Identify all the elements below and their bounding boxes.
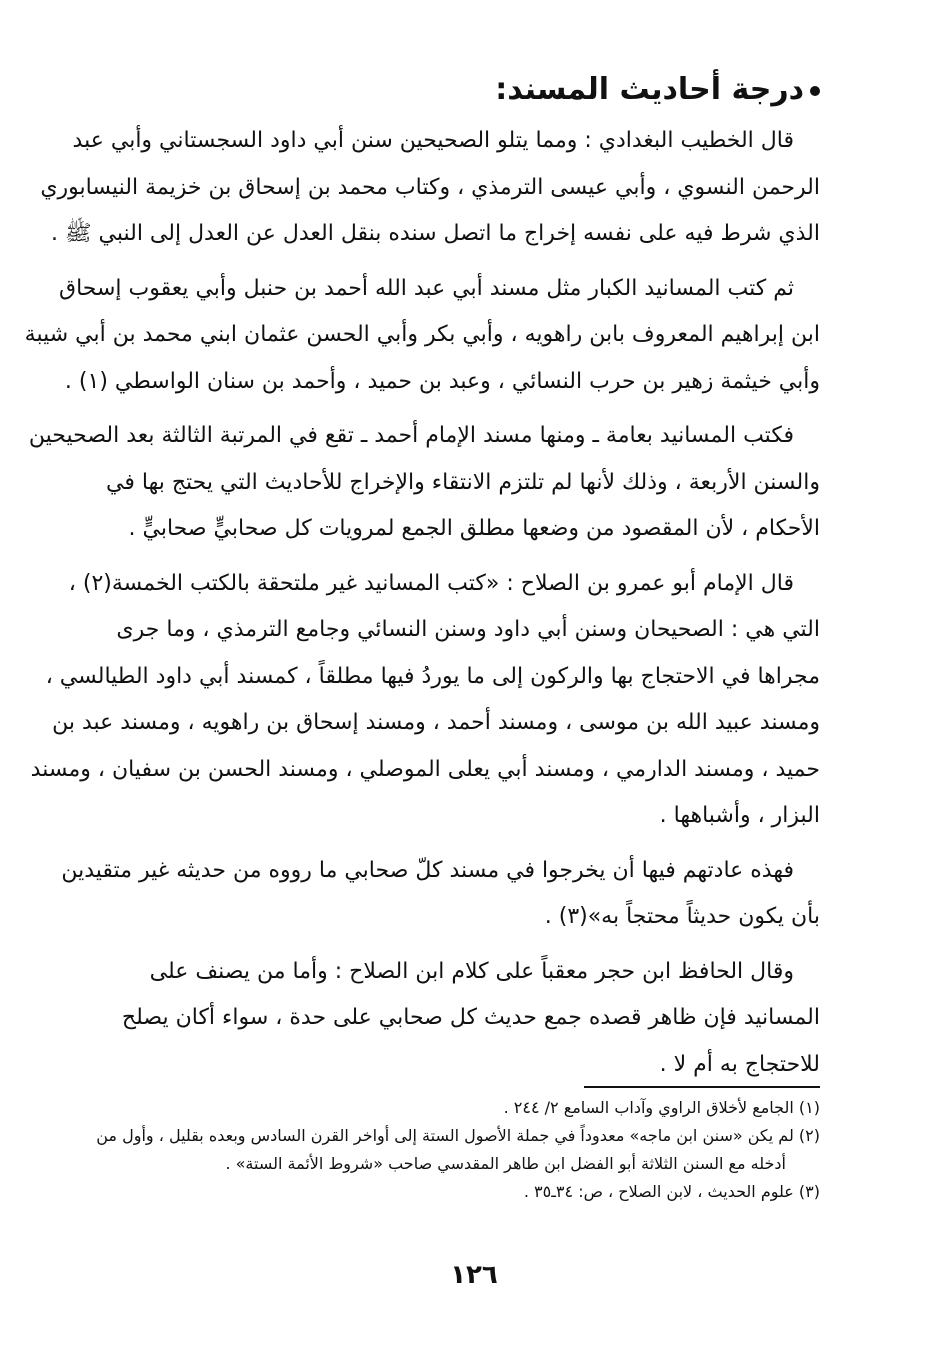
paragraph: [61, 848, 820, 941]
text-line: ثم كتب المسانيد الكبار مثل مسند أبي عبد الله أحمد بن حنبل وأبي يعقوب إسحاق: [59, 275, 794, 301]
text-line: البزار ، وأشباهها .: [659, 803, 820, 828]
footnotes: [80, 1094, 820, 1206]
paragraph: [40, 118, 820, 258]
body-text: [24, 118, 820, 1096]
text-line: وأبي خيثمة زهير بن حرب النسائي ، وعبد بن حميد ، وأحمد بن سنان الواسطي (١) .: [64, 368, 820, 394]
footnote-line: (١) الجامع لأخلاق الراوي وآداب السامع ٢/ ٢٤٤ .: [503, 1098, 820, 1117]
page-number: ١٢٦: [450, 1260, 498, 1290]
footnote-line: أدخله مع السنن الثلاثة أبو الفضل ابن طاهر المقدسي صاحب «شروط الأئمة الستة» .: [225, 1154, 786, 1173]
paragraph: [28, 413, 820, 553]
text-line: ومسند عبيد الله بن موسى ، ومسند أحمد ، ومسند إسحاق بن راهويه ، ومسند عبد بن: [52, 710, 820, 735]
paragraph: [80, 949, 820, 1089]
text-line: المسانيد فإن ظاهر قصده جمع حديث كل صحابي على حدة ، سواء أكان يصلح: [121, 1005, 820, 1030]
footnote-line: (٣) علوم الحديث ، لابن الصلاح ، ص: ٣٤ـ٣٥ .: [523, 1182, 820, 1201]
text-line: قال الإمام أبو عمرو بن الصلاح : «كتب المسانيد غير ملتحقة بالكتب الخمسة(٢) ،: [68, 570, 794, 596]
footnote-line: (٢) لم يكن «سنن ابن ماجه» معدوداً في جملة الأصول الستة إلى أواخر القرن السادس وبعده بقليل ، وأول من: [96, 1126, 820, 1145]
paragraph: [30, 561, 820, 840]
text-line: التي هي : الصحيحان وسنن أبي داود وسنن النسائي وجامع الترمذي ، وما جرى: [116, 617, 820, 642]
text-line: حميد ، ومسند الدارمي ، ومسند أبي يعلى الموصلي ، ومسند الحسن بن سفيان ، ومسند: [30, 756, 820, 782]
text-line: ابن إبراهيم المعروف بابن راهويه ، وأبي بكر وأبي الحسن عثمان ابني محمد بن أبي شيبة: [24, 322, 820, 347]
text-line: والسنن الأربعة ، وذلك لأنها لم تلتزم الانتقاء والإخراج للأحاديث التي يحتج بها في: [106, 469, 820, 495]
text-line: فكتب المسانيد بعامة ـ ومنها مسند الإمام أحمد ـ تقع في المرتبة الثالثة بعد الصحيحين: [28, 423, 794, 448]
bullet-icon: [810, 86, 820, 96]
section-heading: [495, 62, 820, 118]
text-line: فهذه عادتهم فيها أن يخرجوا في مسند كلّ صحابي ما رووه من حديثه غير متقيدين: [61, 857, 794, 883]
paragraph: [24, 266, 820, 406]
footnote: [80, 1094, 820, 1122]
footnote: [80, 1178, 820, 1206]
text-line: وقال الحافظ ابن حجر معقباً على كلام ابن الصلاح : وأما من يصنف على: [149, 958, 794, 984]
text-line: الرحمن النسوي ، وأبي عيسى الترمذي ، وكتاب محمد بن إسحاق بن خزيمة النيسابوري: [40, 174, 820, 200]
text-line: للاحتجاج به أم لا .: [659, 1051, 820, 1077]
text-line: قال الخطيب البغدادي : ومما يتلو الصحيحين سنن أبي داود السجستاني وأبي عبد: [72, 128, 794, 153]
text-line: مجراها في الاحتجاج بها والركون إلى ما يوردُ فيها مطلقاً ، كمسند أبي داود الطيالسي ،: [45, 663, 820, 689]
text-line: الذي شرط فيه على نفسه إخراج ما اتصل سنده بنقل العدل عن العدل إلى النبي ﷺ .: [50, 221, 820, 246]
footnote: [80, 1122, 820, 1178]
text-line: بأن يكون حديثاً محتجاً به»(٣) .: [544, 904, 820, 929]
footnote-divider: [584, 1086, 820, 1088]
section-heading-text: درجة أحاديث المسند:: [495, 72, 804, 107]
text-line: الأحكام ، لأن المقصود من وضعها مطلق الجمع لمرويات كل صحابيٍّ صحابيٍّ .: [128, 516, 820, 541]
